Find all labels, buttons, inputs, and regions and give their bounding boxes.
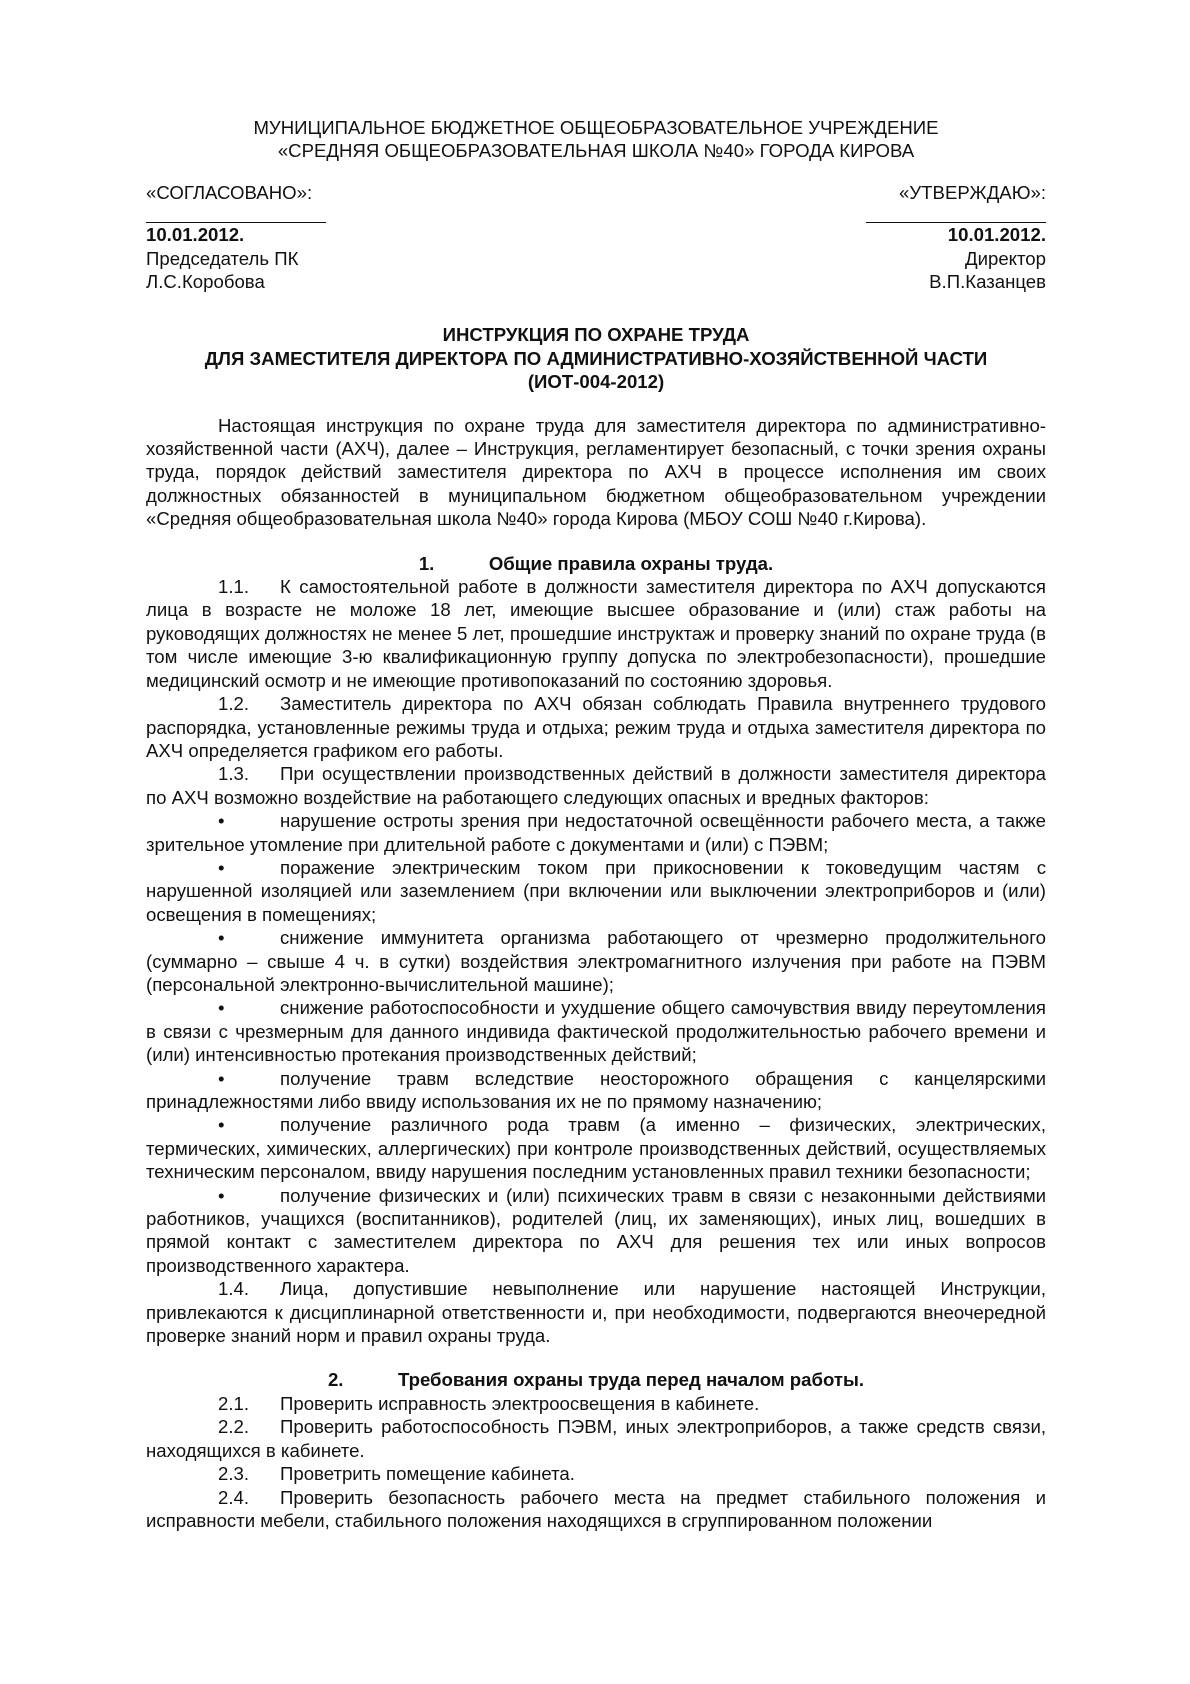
approved-date: 10.01.2012. xyxy=(947,224,1046,246)
clause-2-2 xyxy=(146,1415,1046,1462)
section-1-number: 1. xyxy=(418,552,435,574)
hazard-list-item xyxy=(146,1113,1046,1183)
title-line-3: (ИОТ-004-2012) xyxy=(527,371,665,393)
clause-number: 1.3. xyxy=(218,763,250,785)
hazard-list-item xyxy=(146,1067,1046,1114)
title-line-1: ИНСТРУКЦИЯ ПО ОХРАНЕ ТРУДА xyxy=(442,324,750,346)
clause-number: 2.1. xyxy=(218,1392,250,1414)
title-line-2: ДЛЯ ЗАМЕСТИТЕЛЯ ДИРЕКТОРА ПО АДМИНИСТРАТИВНО-ХОЗЯЙСТВЕННОЙ ЧАСТИ xyxy=(204,347,988,369)
clause-1-2 xyxy=(146,692,1046,762)
section-2-number: 2. xyxy=(327,1369,344,1391)
org-name-line-2: «СРЕДНЯЯ ОБЩЕОБРАЗОВАТЕЛЬНАЯ ШКОЛА №40» ГОРОДА КИРОВА xyxy=(277,140,915,162)
clause-text: При осуществлении производственных действий в должности заместителя директора по АХЧ возможно воздействие на работающего следующих опасных и вредных факторов: xyxy=(146,763,1046,808)
hazard-list-item xyxy=(146,996,1046,1066)
document-body xyxy=(146,116,1046,1532)
hazard-text: снижение работоспособности и ухудшение общего самочувствия ввиду переутомления в связи с чрезмерным для данного индивида фактической продолжительностью рабочего времени и (или) интенсивностью протекания производственных действий; xyxy=(146,997,1046,1066)
bullet-icon: • xyxy=(218,810,225,832)
bullet-icon: • xyxy=(218,997,225,1019)
clause-text: Проверить безопасность рабочего места на предмет стабильного положения и исправности мебели, стабильного положения находящихся в сгруппированном положении xyxy=(146,1486,1046,1531)
clause-text: Заместитель директора по АХЧ обязан соблюдать Правила внутреннего трудового распорядка, установленные режимы труда и отдыха; режим труда и отдыха заместителя директора по АХЧ определяется графиком его работы. xyxy=(146,693,1046,761)
hazard-text: получение травм вследствие неосторожного обращения с канцелярскими принадлежностями либо ввиду использования их не по прямому назначению; xyxy=(146,1067,1046,1113)
clause-2-3 xyxy=(146,1462,1046,1485)
section-2-heading xyxy=(146,1368,1046,1391)
document-title xyxy=(146,323,1046,393)
hazard-text: поражение электрическим током при прикосновении к токоведущим частям с нарушенной изоляцией или заземлением (при включении или выключении электроприборов и (или) освещения в помещениях; xyxy=(146,856,1046,925)
approved-name: В.П.Казанцев xyxy=(929,271,1046,293)
approval-block xyxy=(146,181,1046,294)
hazard-list-item xyxy=(146,856,1046,926)
approved-block xyxy=(806,181,1046,294)
hazard-list-item xyxy=(146,1184,1046,1278)
bullet-icon: • xyxy=(218,1184,225,1206)
clause-2-1 xyxy=(146,1392,1046,1415)
intro-paragraph: Настоящая инструкция по охране труда для заместителя директора по административно-хозяйственной части (АХЧ), далее – Инструкция, регламентирует безопасный, с точки зрения охраны труда, порядок действий заместителя директора по АХЧ в процессе исполнения им своих должностных обязанностей в муниципальном бюджетном общеобразовательном учреждении «Средняя общеобразовательная школа №40» города Кирова (МБОУ СОШ №40 г.Кирова). xyxy=(146,414,1046,530)
clause-text: Проверить работоспособность ПЭВМ, иных электроприборов, а также средств связи, находящихся в кабинете. xyxy=(146,1416,1046,1461)
hazard-text: нарушение остроты зрения при недостаточной освещённости рабочего места, а также зрительное утомление при длительной работе с документами и (или) с ПЭВМ; xyxy=(146,810,1046,855)
clause-2-4 xyxy=(146,1486,1046,1533)
agreed-date: 10.01.2012. xyxy=(146,224,245,246)
bullet-icon: • xyxy=(218,1067,225,1089)
clause-number: 2.2. xyxy=(218,1416,250,1438)
section-2-title: Требования охраны труда перед началом работы. xyxy=(397,1369,865,1391)
clause-number: 1.2. xyxy=(218,693,250,715)
clause-text: Проверить исправность электроосвещения в кабинете. xyxy=(280,1392,760,1414)
hazard-list-item xyxy=(146,809,1046,856)
agreed-name: Л.С.Коробова xyxy=(146,271,265,293)
org-name-line-1: МУНИЦИПАЛЬНОЕ БЮДЖЕТНОЕ ОБЩЕОБРАЗОВАТЕЛЬНОЕ УЧРЕЖДЕНИЕ xyxy=(253,117,939,138)
agreed-block xyxy=(146,181,386,294)
clause-text: К самостоятельной работе в должности заместителя директора по АХЧ допускаются лица в возрасте не моложе 18 лет, имеющие высшее образование и (или) стаж работы на руководящих должностях не менее 5 лет, прошедшие инструктаж и проверку знаний по охране труда (в том числе имеющие 3-ю квалификационную группу допуска по электробезопасности), прошедшие медицинский осмотр и не имеющие противопоказаний по состоянию здоровья. xyxy=(146,576,1046,691)
approved-caption: «УТВЕРЖДАЮ»: xyxy=(899,181,1046,203)
bullet-icon: • xyxy=(218,927,225,949)
clause-text: Лица, допустившие невыполнение или нарушение настоящей Инструкции, привлекаются к дисциплинарной ответственности и, при необходимости, подвергаются внеочередной проверке знаний норм и правил охраны труда. xyxy=(146,1278,1046,1347)
hazard-text: получение физических и (или) психических травм в связи с незаконными действиями работников, учащихся (воспитанников), родителей (лиц, их заменяющих), иных лиц, вошедших в прямой контакт с заместителем директора по АХЧ для решения тех или иных вопросов производственного характера. xyxy=(146,1184,1046,1276)
agreed-caption: «СОГЛАСОВАНО»: xyxy=(146,181,313,203)
section-1-title: Общие правила охраны труда. xyxy=(488,552,774,574)
bullet-icon: • xyxy=(218,1114,225,1136)
clause-number: 1.4. xyxy=(218,1278,250,1300)
clause-1-1 xyxy=(146,575,1046,692)
approved-position: Директор xyxy=(965,247,1046,269)
agreed-position: Председатель ПК xyxy=(146,247,299,269)
section-1-heading xyxy=(146,552,1046,575)
clause-number: 2.4. xyxy=(218,1486,250,1508)
hazard-text: получение различного рода травм (а именно – физических, электрических, термических, химических, аллергических) при контроле производственных действий, осуществляемых техническим персоналом, ввиду нарушения последним установленных правил техники безопасности; xyxy=(146,1114,1046,1183)
clause-number: 2.3. xyxy=(218,1463,250,1485)
clause-number: 1.1. xyxy=(218,576,250,598)
bullet-icon: • xyxy=(218,856,225,878)
hazard-text: снижение иммунитета организма работающего от чрезмерно продолжительного (суммарно – свыше 4 ч. в сутки) воздействия электромагнитного излучения при работе на ПЭВМ (персональной электронно-вычислительной машине); xyxy=(146,927,1046,995)
clause-1-4 xyxy=(146,1277,1046,1347)
clause-1-3 xyxy=(146,762,1046,809)
clause-text: Проветрить помещение кабинета. xyxy=(280,1463,575,1485)
hazard-list-item xyxy=(146,926,1046,996)
